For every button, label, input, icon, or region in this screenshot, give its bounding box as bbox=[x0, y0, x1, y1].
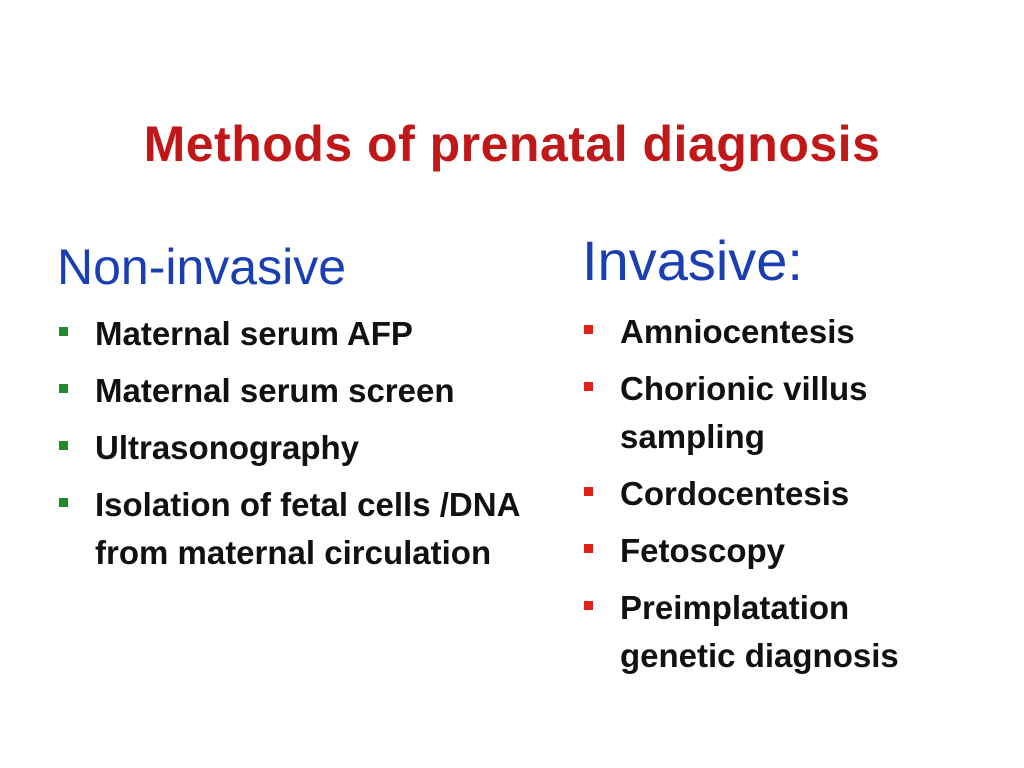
square-bullet-icon bbox=[59, 498, 68, 507]
square-bullet-icon bbox=[584, 601, 593, 610]
list-item bbox=[582, 584, 1002, 680]
list-item-text: Maternal serum screen bbox=[95, 372, 455, 409]
invasive-column bbox=[582, 228, 1002, 689]
non-invasive-heading: Non-invasive bbox=[57, 239, 347, 295]
non-invasive-list bbox=[57, 310, 557, 577]
list-item bbox=[57, 481, 557, 577]
list-item bbox=[57, 367, 557, 415]
list-item-text: Cordocentesis bbox=[620, 475, 850, 512]
square-bullet-icon bbox=[584, 487, 593, 496]
list-item-text: Amniocentesis bbox=[620, 313, 855, 350]
square-bullet-icon bbox=[584, 325, 593, 334]
list-item-text: Chorionic villus sampling bbox=[620, 370, 868, 455]
square-bullet-icon bbox=[584, 382, 593, 391]
list-item bbox=[582, 527, 1002, 575]
list-item bbox=[57, 310, 557, 358]
list-item-text: Isolation of fetal cells /DNA from maternal circulation bbox=[95, 486, 520, 571]
square-bullet-icon bbox=[59, 327, 68, 336]
square-bullet-icon bbox=[59, 441, 68, 450]
list-item bbox=[582, 470, 1002, 518]
square-bullet-icon bbox=[584, 544, 593, 553]
list-item-text: Ultrasonography bbox=[95, 429, 360, 466]
list-item bbox=[582, 308, 1002, 356]
list-item-text: Maternal serum AFP bbox=[95, 315, 413, 352]
square-bullet-icon bbox=[59, 384, 68, 393]
non-invasive-column bbox=[57, 236, 557, 586]
list-item bbox=[57, 424, 557, 472]
list-item-text: Preimplatation genetic diagnosis bbox=[620, 589, 899, 674]
list-item-text: Fetoscopy bbox=[620, 532, 786, 569]
list-item bbox=[582, 365, 1002, 461]
invasive-list bbox=[582, 308, 1002, 680]
invasive-heading: Invasive: bbox=[582, 229, 803, 292]
slide-title: Methods of prenatal diagnosis bbox=[143, 116, 881, 172]
